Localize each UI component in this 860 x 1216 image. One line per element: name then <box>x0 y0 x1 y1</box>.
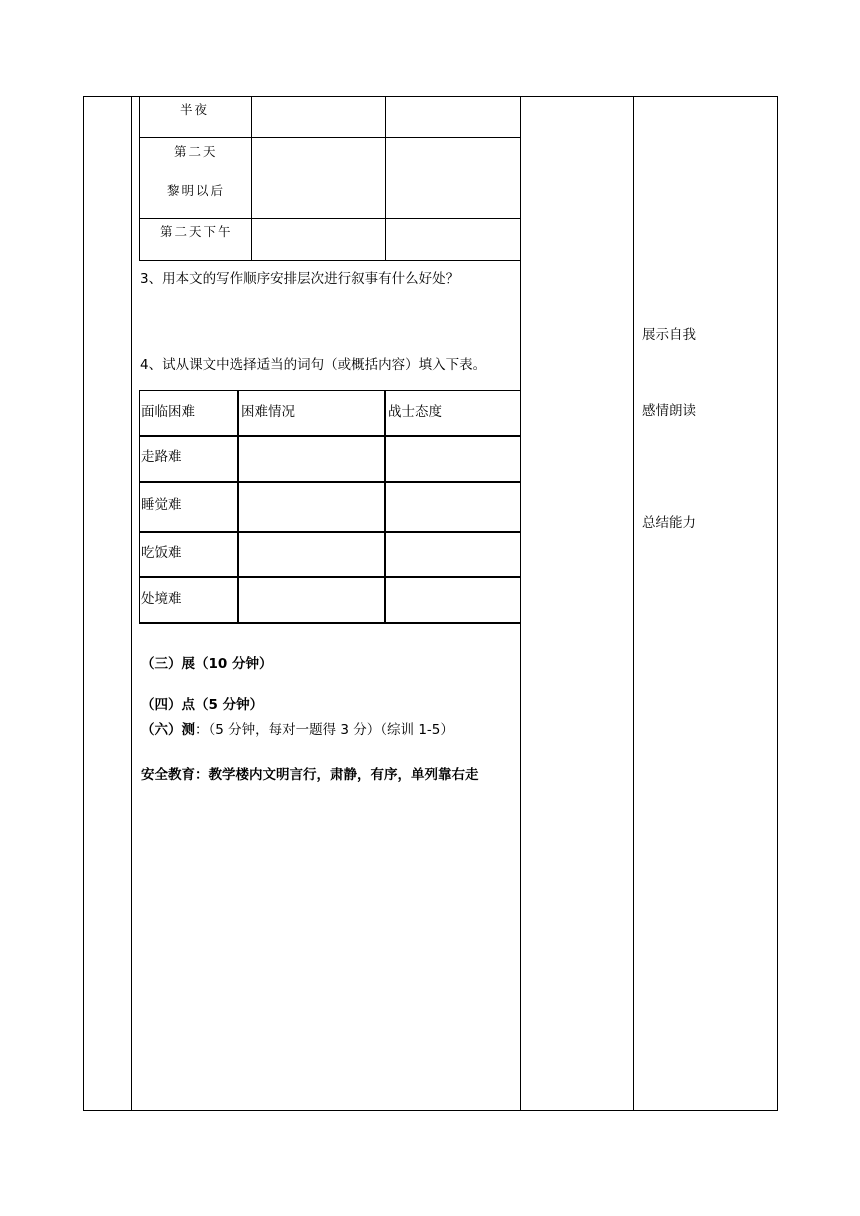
t2-header: 战士态度 <box>388 404 442 420</box>
t1-line <box>139 96 140 260</box>
safety-text: 教学楼内文明言行，肃静，有序，单列靠右走 <box>208 767 479 783</box>
t2-line <box>139 435 521 437</box>
question-4: 4、试从课文中选择适当的词句（或概括内容）填入下表。 <box>140 357 487 373</box>
safety-education <box>141 766 479 784</box>
t1-line <box>139 137 521 138</box>
section-ce-label: （六）测 <box>141 722 195 738</box>
right-note-1: 展示自我 <box>642 327 696 343</box>
t1-line <box>251 96 252 260</box>
safety-label: 安全教育： <box>141 767 209 783</box>
frame-right-border <box>777 96 778 1110</box>
question-3: 3、用本文的写作顺序安排层次进行叙事有什么好处？ <box>140 271 460 287</box>
section-dian: （四）点（5 分钟） <box>141 697 264 713</box>
t2-line <box>139 390 521 391</box>
t2-line <box>139 481 521 483</box>
t1-row-label: 黎明以后 <box>167 183 226 198</box>
t1-line <box>385 96 386 260</box>
frame-col-divider-2 <box>520 96 521 1110</box>
frame-col-divider-1 <box>131 96 132 1110</box>
t2-row-label: 吃饭难 <box>141 545 182 561</box>
t2-line <box>139 390 140 623</box>
frame-bottom-border <box>83 1110 778 1111</box>
t2-row-label: 走路难 <box>141 449 182 465</box>
t2-line <box>139 531 521 533</box>
section-ce <box>141 721 454 739</box>
t2-line <box>139 576 521 578</box>
frame-left-border <box>83 96 84 1110</box>
t2-row-label: 睡觉难 <box>141 497 182 513</box>
t2-header: 困难情况 <box>241 404 295 420</box>
t2-line <box>139 622 521 624</box>
t2-line <box>237 390 239 623</box>
frame-col-divider-3 <box>633 96 634 1110</box>
section-zhan: （三）展（10 分钟） <box>141 656 273 672</box>
t1-row-label: 第二天 <box>174 144 218 159</box>
right-note-3: 总结能力 <box>642 515 696 531</box>
t2-line <box>384 390 386 623</box>
frame-top-border <box>83 96 778 97</box>
t1-line <box>139 218 521 219</box>
t1-row-label: 第二天下午 <box>160 224 233 239</box>
t2-header: 面临困难 <box>141 404 195 420</box>
t1-row-label: 半夜 <box>180 102 210 117</box>
t2-row-label: 处境难 <box>141 591 182 607</box>
t1-line <box>139 260 521 261</box>
right-note-2: 感情朗读 <box>642 403 696 419</box>
section-ce-detail: ：（5 分钟，每对一题得 3 分）（综训 1-5） <box>195 722 454 738</box>
